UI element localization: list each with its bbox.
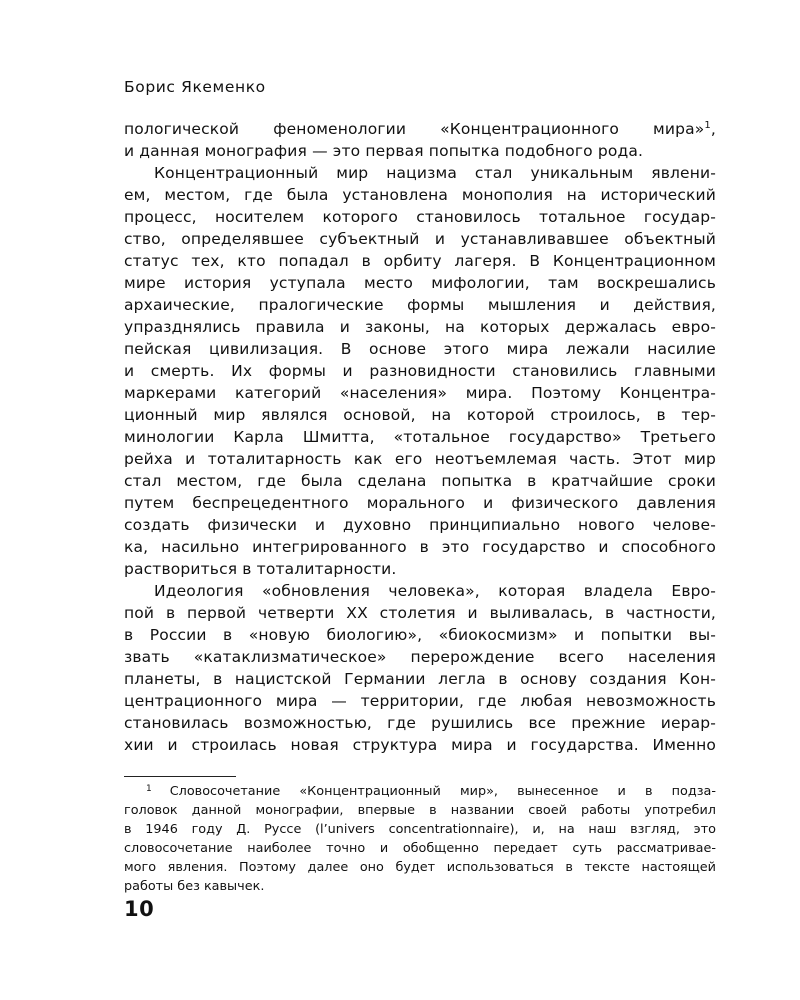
text-line: звать «катаклизматическое» перерождение всего населения [124,648,716,666]
text-line: планеты, в нацистской Германии легла в основу создания Кон- [124,670,716,688]
text-line: минологии Карла Шмитта, «тотальное государство» Третьего [124,428,716,446]
text-line: пологической феноменологии «Концентрационного мира»$^1$, [124,120,716,138]
text-line: ционный мир являлся основой, на которой строилось, в тер- [124,406,716,424]
footnote-line: работы без кавычек. [124,879,265,894]
text-line: раствориться в тоталитарности. [124,560,397,578]
text-line: и данная монография — это первая попытка подобного рода. [124,142,644,160]
text-line: пой в первой четверти XX столетия и выливалась, в частности, [124,604,716,622]
text-line: Идеология «обновления человека», которая владела Евро- [154,582,716,600]
text-line: архаические, пралогические формы мышления и действия, [124,296,716,314]
text-line: ем, местом, где была установлена монополия на исторический [124,186,716,204]
footnotes [124,782,716,896]
footnote-line: в 1946 году Д. Руссе (l’univers concentrationnaire), и, на наш взгляд, это [124,822,716,837]
text-line: процесс, носителем которого становилось тотальное государ- [124,208,716,226]
text-line: статус тех, кто попадал в орбиту лагеря. В Концентрационном [124,252,716,270]
text-line: центрационного мира — территории, где любая невозможность [124,692,716,710]
footnote-separator [124,776,236,777]
text-line: хии и строилась новая структура мира и государства. Именно [124,736,716,754]
text-line: рейха и тоталитарность как его неотъемлемая часть. Этот мир [124,450,716,468]
text-line: в России в «новую биологию», «биокосмизм» и попытки вы- [124,626,716,644]
text-line: мире история уступала место мифологии, там воскрешались [124,274,716,292]
text-line: ка, насильно интегрированного в это государство и способного [124,538,716,556]
footnote-reference[interactable]: 1 [704,120,711,131]
running-head: Борис Якеменко [124,78,266,96]
text-line: создать физически и духовно принципиально нового челове- [124,516,716,534]
text-line: и смерть. Их формы и разновидности становились главными [124,362,716,380]
footnote-line: мого явления. Поэтому далее оно будет использоваться в тексте настоящей [124,860,716,875]
text-line: становилась возможностью, где рушились все прежние иерар- [124,714,716,732]
page-number: 10 [124,897,155,921]
footnote-line: $^1$ Словосочетание «Концентрационный мир», вынесенное и в подза- [146,784,716,799]
text-line: маркерами категорий «населения» мира. Поэтому Концентра- [124,384,716,402]
text-line: упразднялись правила и законы, на которых держалась евро- [124,318,716,336]
book-page [124,0,716,1000]
text-line: Концентрационный мир нацизма стал уникальным явлени- [154,164,716,182]
text-line: пейская цивилизация. В основе этого мира лежали насилие [124,340,716,358]
text-line: стал местом, где была сделана попытка в кратчайшие сроки [124,472,716,490]
main-text [124,118,716,756]
text-line: путем беспрецедентного морального и физического давления [124,494,716,512]
footnote-marker: 1 [146,784,152,794]
text-line: ство, определявшее субъектный и устанавливавшее объектный [124,230,716,248]
footnote-line: головок данной монографии, впервые в названии своей работы употребил [124,803,716,818]
footnote-line: словосочетание наиболее точно и обобщенно передает суть рассматривае- [124,841,716,856]
